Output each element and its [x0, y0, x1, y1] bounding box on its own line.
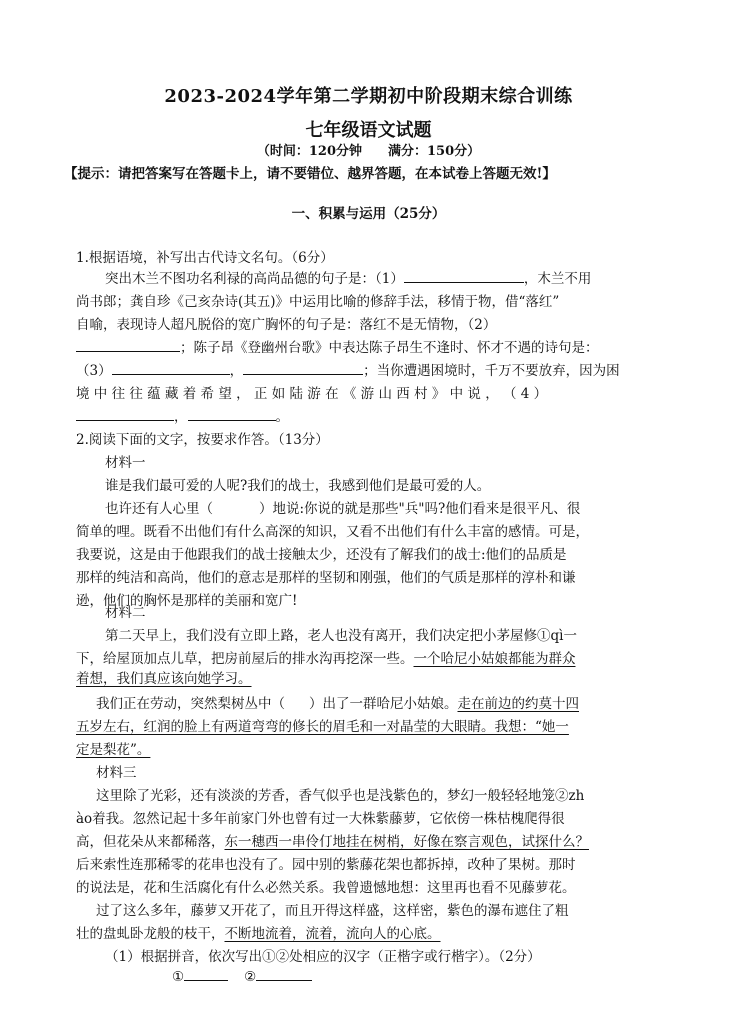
m3-line-2: ào着我。忽然记起十多年前家门外也曾有过一大株紫藤萝，它依傍一株枯槐爬得很: [76, 811, 565, 827]
q1-line-7: ， 。: [76, 405, 289, 425]
sub-question-1-answers: ① ②: [172, 968, 312, 985]
m1-line-5: 那样的纯洁和高尚，他们的意志是那样的坚韧和刚强，他们的气质是那样的淳朴和谦: [76, 570, 576, 586]
m3-line-4: 后来索性连那稀零的花串也没有了。园中别的紫藤花架也都拆掉，改种了果树。那时: [76, 857, 576, 873]
m2-para-1: 第二天早上，我们没有立即上路，老人也没有离开，我们决定把小茅屋修①qì一: [105, 628, 577, 644]
underlined-sentence-2: 走在前边的约莫十四: [457, 696, 579, 712]
q1-line-3: 自喻，表现诗人超凡脱俗的宽广胸怀的句子是：落红不是无情物，（2）: [76, 317, 497, 333]
m3-para-1: 这里除了光彩，还有淡淡的芳香，香气似乎也是浅紫色的，梦幻一般轻轻地笼②zh: [96, 788, 585, 804]
underlined-sentence-1: 一个哈尼小姑娘都能为群众: [413, 651, 576, 667]
exam-title: 2023-2024学年第二学期初中阶段期末综合训练: [164, 86, 573, 107]
answer-blank-2[interactable]: [76, 339, 180, 352]
section-heading: 一、积累与运用（25分）: [291, 206, 446, 222]
question-2-head: 2.阅读下面的文字，按要求作答。（13分）: [76, 432, 329, 448]
m3-para-2: 过了这么多年，藤萝又开花了，而且开得这样盛，这样密，紫色的瀑布遮住了粗: [96, 903, 569, 919]
material-1-label: 材料一: [105, 455, 146, 471]
material-2-label: 材料二: [105, 605, 146, 621]
m2-line-5: 五岁左右，红润的脸上有两道弯弯的修长的眉毛和一对晶莹的大眼睛。我想：“她一: [76, 719, 569, 735]
m2-line-3: 着想，我们真应该向她学习。: [76, 671, 252, 687]
q1-line-1: 突出木兰不图功名利禄的高尚品德的句子是：（1） ，木兰不用: [105, 271, 592, 287]
q1-line-5: （3） ， ；当你遭遇困境时，千万不要放弃，因为困: [76, 363, 620, 379]
answer-blank-char-1[interactable]: [184, 968, 228, 981]
answer-blank-3a[interactable]: [112, 362, 230, 375]
answer-blank-1[interactable]: [404, 270, 524, 283]
q1-line-6: 境 中 往 往 蕴 藏 着 希 望 ， 正 如 陆 游 在 《 游 山 西 村 》 中 说 ， （ 4 ）: [76, 386, 548, 402]
answer-blank-char-2[interactable]: [256, 968, 312, 981]
answer-blank-4b[interactable]: [188, 408, 276, 421]
underlined-sentence-3: 东一穗西一串伶仃地挂在树梢，好像在察言观色，试探什么？: [224, 834, 589, 850]
exam-meta: （时间：120分钟 满分：150分）: [256, 144, 481, 159]
m2-para-2: 我们正在劳动，突然梨树丛中（ ）出了一群哈尼小姑娘。走在前边的约莫十四: [96, 696, 579, 712]
m3-line-3: 高，但花朵从来都稀落，东一穗西一串伶仃地挂在树梢，好像在察言观色，试探什么？: [76, 834, 589, 850]
exam-tip: 【提示：请把答案写在答题卡上，请不要错位、越界答题，在本试卷上答题无效!】: [64, 166, 556, 182]
m1-line-6: 逊，他们的胸怀是那样的美丽和宽广!: [76, 593, 298, 609]
q1-line-4: ；陈子昂《登幽州台歌》中表达陈子昂生不逢时、怀才不遇的诗句是：: [76, 336, 599, 356]
material-3-label: 材料三: [96, 765, 137, 781]
underlined-sentence-4: 不断地流着，流着，流向人的心底。: [224, 926, 441, 942]
m1-para-1: 谁是我们最可爱的人呢?我们的战士，我感到他们是最可爱的人。: [105, 478, 491, 494]
answer-blank-4a[interactable]: [76, 408, 174, 421]
sub-question-1: （1）根据拼音，依次写出①②处相应的汉字（正楷字或行楷字）。（2分）: [105, 949, 541, 965]
question-1-head: 1.根据语境，补写出古代诗文名句。（6分）: [76, 250, 334, 266]
q1-line-2: 尚书郎；龚自珍《己亥杂诗(其五)》中运用比喻的修辞手法，移情于物，借“落红”: [76, 294, 560, 310]
answer-blank-3b[interactable]: [243, 362, 363, 375]
m3-line-5: 的说法是，花和生活腐化有什么必然关系。我曾遗憾地想：这里再也看不见藤萝花。: [76, 880, 576, 896]
m3-line-7: 壮的盘虬卧龙般的枝干，不断地流着，流着，流向人的心底。: [76, 926, 441, 942]
m2-line-2: 下，给屋顶加点儿草，把房前屋后的排水沟再挖深一些。一个哈尼小姑娘都能为群众: [76, 651, 576, 667]
m1-line-4: 我要说，这是由于他跟我们的战士接触太少，还没有了解我们的战士:他们的品质是: [76, 547, 567, 563]
m1-line-3: 简单的哩。既看不出他们有什么高深的知识，又看不出他们有什么丰富的感情。可是，: [76, 524, 589, 540]
m1-para-2: 也许还有人心里（ ）地说:你说的就是那些"兵"吗?他们看来是很平凡、很: [105, 501, 581, 517]
m2-line-6: 定是梨花”。: [76, 742, 151, 758]
exam-subtitle: 七年级语文试题: [305, 120, 432, 141]
